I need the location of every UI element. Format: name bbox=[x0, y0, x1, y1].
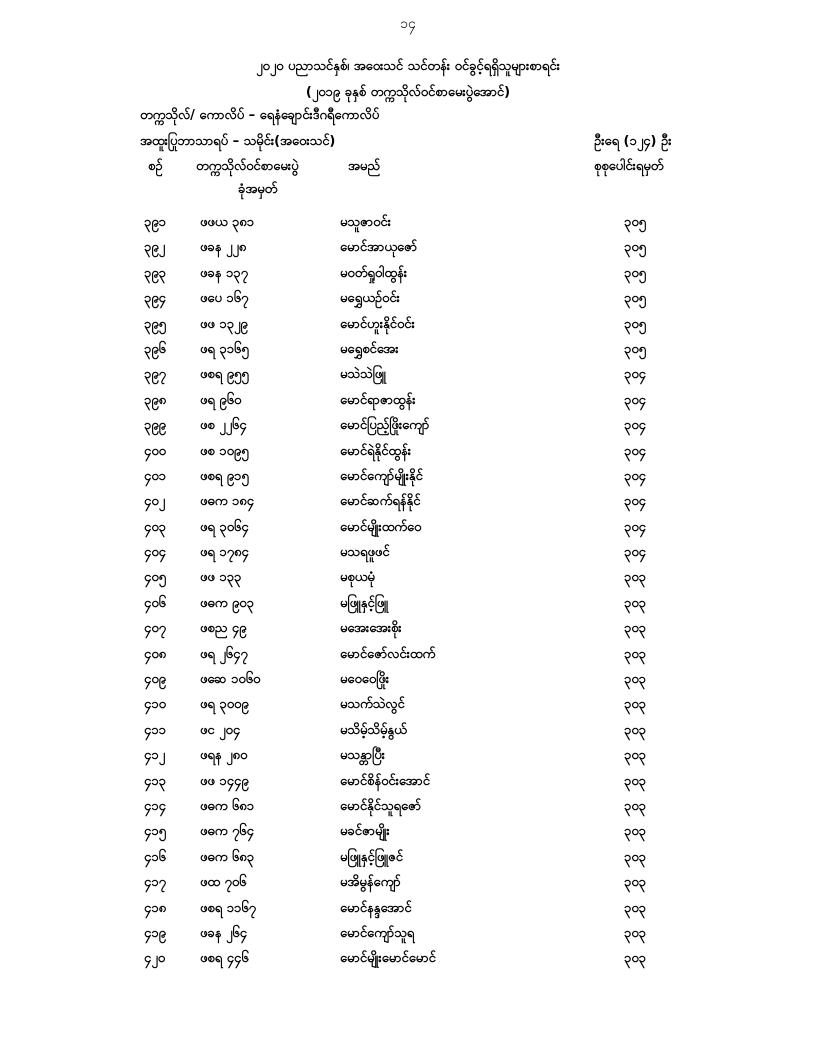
roll-number-cell: ဖခန ၂၂၈ bbox=[200, 240, 247, 256]
roll-number-cell: ဖစရ ၁၁၆၇ bbox=[200, 900, 256, 916]
document-subtitle: (၂၀၁၉ ခုနှစ် တက္ကသိုလ်ဝင်စာမေးပွဲအောင်) bbox=[305, 85, 511, 100]
table-row bbox=[0, 720, 816, 745]
roll-number-cell: ဖရ ၉၆၀ bbox=[200, 392, 242, 408]
name-cell: မသူဇာဝင်း bbox=[340, 215, 391, 230]
serial-no-cell: ၄၁၄ bbox=[144, 798, 166, 814]
table-row bbox=[0, 263, 816, 288]
serial-no-cell: ၄၀၁ bbox=[144, 468, 166, 484]
table-row bbox=[0, 390, 816, 415]
serial-no-cell: ၄၁၉ bbox=[144, 925, 166, 941]
serial-no-cell: ၃၉၂ bbox=[144, 240, 166, 256]
name-cell: မောင်ကျော်မျိုးနိုင် bbox=[340, 468, 423, 484]
document-title: ၂၀၂၀ ပညာသင်နှစ်၊ အဝေးသင် သင်တန်း ဝင်ခွင့်ရရှိသူများစာရင်း bbox=[256, 59, 560, 74]
table-row bbox=[0, 237, 816, 262]
total-marks-cell: ၃၀၃ bbox=[624, 646, 646, 662]
roll-number-cell: ဖစည ၄၉ bbox=[200, 621, 247, 637]
page-number: ၁၄ bbox=[400, 16, 416, 32]
table-row bbox=[0, 796, 816, 821]
name-cell: မဖြူနှင့်ဖြူဇင် bbox=[340, 849, 404, 865]
table-row bbox=[0, 441, 816, 466]
roll-number-cell: ဖရ ၃၀၀၉ bbox=[200, 697, 249, 713]
header-roll-number-line2: ခုံအမှတ် bbox=[238, 182, 278, 197]
table-row bbox=[0, 314, 816, 339]
roll-number-cell: ဖစရ ၉၁၅ bbox=[200, 468, 249, 484]
subject-line: အထူးပြုဘာသာရပ် – သမိုင်း(အဝေးသင်) bbox=[140, 134, 336, 149]
table-row bbox=[0, 212, 816, 237]
total-marks-cell: ၃၀၅ bbox=[624, 240, 646, 256]
roll-number-cell: ဖဖ ၁၄၄၉ bbox=[200, 773, 249, 789]
table-row bbox=[0, 415, 816, 440]
name-cell: မောင်စိန်ဝင်းအောင် bbox=[340, 773, 430, 789]
total-marks-cell: ၃၀၄ bbox=[624, 494, 646, 510]
roll-number-cell: ဖဓက ၆၈၁ bbox=[200, 798, 255, 814]
serial-no-cell: ၄၁၀ bbox=[144, 697, 166, 713]
name-cell: မရွှေယဉ်ဝင်း bbox=[340, 291, 400, 307]
serial-no-cell: ၃၉၃ bbox=[144, 265, 166, 281]
serial-no-cell: ၄၀၂ bbox=[144, 494, 166, 510]
student-table bbox=[0, 212, 816, 974]
name-cell: မဝေဝေဖြိုး bbox=[340, 672, 390, 688]
total-marks-cell: ၃၀၄ bbox=[624, 468, 646, 484]
roll-number-cell: ဖဓက ၉၀၃ bbox=[200, 595, 254, 611]
header-serial-no: စဉ် bbox=[148, 159, 163, 174]
header-roll-number: တက္ကသိုလ်ဝင်စာမေးပွဲ bbox=[196, 159, 299, 174]
serial-no-cell: ၄၀၃ bbox=[144, 519, 166, 535]
name-cell: မသန္တာပြီး bbox=[340, 748, 385, 764]
total-marks-cell: ၃၀၃ bbox=[624, 748, 646, 764]
total-marks-cell: ၃၀၅ bbox=[624, 291, 646, 307]
name-cell: မသိမ့်သိမ့်နွယ် bbox=[340, 722, 407, 738]
serial-no-cell: ၄၁၅ bbox=[144, 824, 166, 840]
name-cell: မရွှေစင်အေး bbox=[340, 341, 399, 357]
name-cell: မဖြူနှင့်ဖြူ bbox=[340, 595, 389, 611]
serial-no-cell: ၃၉၇ bbox=[144, 367, 166, 383]
table-row bbox=[0, 618, 816, 643]
header-name: အမည် bbox=[348, 159, 380, 174]
roll-number-cell: ဖဖယ ၃၈၁ bbox=[200, 215, 255, 230]
table-row bbox=[0, 288, 816, 313]
table-row bbox=[0, 771, 816, 796]
roll-number-cell: ဖဖ ၁၃၃ bbox=[200, 570, 242, 586]
name-cell: မောင်နန္ဒအောင် bbox=[340, 900, 412, 916]
name-cell: မခင်ဇာမျိုး bbox=[340, 824, 390, 840]
serial-no-cell: ၃၉၆ bbox=[144, 341, 166, 357]
serial-no-cell: ၄၀၅ bbox=[144, 570, 166, 586]
total-marks-cell: ၃၀၄ bbox=[624, 545, 646, 561]
name-cell: မအေးအေးစိုး bbox=[340, 621, 402, 637]
serial-no-cell: ၃၉၁ bbox=[144, 215, 166, 230]
total-marks-cell: ၃၀၃ bbox=[624, 697, 646, 713]
total-marks-cell: ၃၀၃ bbox=[624, 798, 646, 814]
table-row bbox=[0, 517, 816, 542]
table-row bbox=[0, 872, 816, 897]
name-cell: မစုယမုံ bbox=[340, 570, 375, 586]
name-cell: မောင်မျိုးထက်ဝေ bbox=[340, 519, 422, 535]
roll-number-cell: ဖရ ၂၆၄၇ bbox=[200, 646, 248, 662]
serial-no-cell: ၄၀၉ bbox=[144, 672, 166, 688]
roll-number-cell: ဖဓက ၆၈၃ bbox=[200, 849, 255, 865]
serial-no-cell: ၃၉၄ bbox=[144, 291, 166, 307]
table-row bbox=[0, 821, 816, 846]
table-row bbox=[0, 745, 816, 770]
name-cell: မသက်သဲလွင် bbox=[340, 697, 405, 713]
total-marks-cell: ၃၀၃ bbox=[624, 824, 646, 840]
total-marks-cell: ၃၀၃ bbox=[624, 951, 646, 967]
total-marks-cell: ၃၀၅ bbox=[624, 265, 646, 281]
name-cell: မောင်ရဲနိုင်ထွန်း bbox=[340, 443, 412, 459]
serial-no-cell: ၄၁၂ bbox=[144, 748, 166, 764]
serial-no-cell: ၄၂၀ bbox=[144, 951, 166, 967]
name-cell: မောင်ဟူးနိုင်ဝင်း bbox=[340, 316, 415, 332]
serial-no-cell: ၄၀၈ bbox=[144, 646, 167, 662]
serial-no-cell: ၃၉၉ bbox=[144, 418, 166, 434]
total-marks-cell: ၃၀၄ bbox=[624, 519, 646, 535]
serial-no-cell: ၄၁၈ bbox=[144, 900, 167, 916]
header-total-marks: စုစုပေါင်းရမှတ် bbox=[594, 159, 664, 174]
table-row bbox=[0, 593, 816, 618]
name-cell: မောင်ဇော်လင်းထက် bbox=[340, 646, 436, 662]
roll-number-cell: ဖရန ၂၈၀ bbox=[200, 748, 248, 764]
table-row bbox=[0, 644, 816, 669]
total-marks-cell: ၃၀၃ bbox=[624, 875, 646, 891]
total-marks-cell: ၃၀၅ bbox=[624, 316, 646, 332]
table-row bbox=[0, 491, 816, 516]
name-cell: မဝတ်ရှုဝါထွန်း bbox=[340, 265, 407, 281]
total-marks-cell: ၃၀၄ bbox=[624, 367, 646, 383]
table-row bbox=[0, 364, 816, 389]
roll-number-cell: ဖစရ ၉၅၅ bbox=[200, 367, 249, 383]
table-row bbox=[0, 669, 816, 694]
total-marks-cell: ၃၀၄ bbox=[624, 443, 646, 459]
serial-no-cell: ၄၀၆ bbox=[144, 595, 166, 611]
roll-number-cell: ဖဖ ၁၃၂၉ bbox=[200, 316, 248, 332]
roll-number-cell: ဖဓက ၁၈၄ bbox=[200, 494, 255, 510]
total-marks-cell: ၃၀၅ bbox=[624, 215, 646, 230]
roll-number-cell: ဖဆေ ၁၀၆၀ bbox=[200, 672, 261, 688]
serial-no-cell: ၄၁၇ bbox=[144, 875, 166, 891]
serial-no-cell: ၃၉၈ bbox=[144, 392, 167, 408]
roll-number-cell: ဖခန ၁၃၇ bbox=[200, 265, 248, 281]
serial-no-cell: ၄၀၇ bbox=[144, 621, 166, 637]
roll-number-cell: ဖဓက ၇၆၄ bbox=[200, 824, 254, 840]
name-cell: မသရဖူဖင် bbox=[340, 545, 390, 561]
university-line: တက္ကသိုလ်/ ကောလိပ် – ရေနံချောင်းဒီဂရီကောလိပ် bbox=[140, 108, 380, 123]
roll-number-cell: ဖရ ၃၁၆၅ bbox=[200, 341, 249, 357]
serial-no-cell: ၄၀၀ bbox=[144, 443, 166, 459]
roll-number-cell: ဖရ ၁၇၈၄ bbox=[200, 545, 249, 561]
total-marks-cell: ၃၀၃ bbox=[624, 722, 646, 738]
roll-number-cell: ဖခန ၂၆၄ bbox=[200, 925, 248, 941]
table-row bbox=[0, 339, 816, 364]
total-marks-cell: ၃၀၄ bbox=[624, 392, 646, 408]
serial-no-cell: ၄၀၄ bbox=[144, 545, 166, 561]
name-cell: မောင်အာယုဇော် bbox=[340, 240, 418, 256]
roll-number-cell: ဖစရ ၄၄၆ bbox=[200, 951, 249, 967]
roll-number-cell: ဖစ ၁၀၉၅ bbox=[200, 443, 249, 459]
total-marks-cell: ၃၀၃ bbox=[624, 570, 646, 586]
table-row bbox=[0, 542, 816, 567]
student-count: ဦးရေ (၁၂၄) ဦး bbox=[594, 134, 672, 149]
serial-no-cell: ၄၁၆ bbox=[144, 849, 166, 865]
total-marks-cell: ၃၀၃ bbox=[624, 925, 646, 941]
total-marks-cell: ၃၀၃ bbox=[624, 849, 646, 865]
name-cell: မောင်ဆက်ရန်နိုင် bbox=[340, 494, 421, 510]
roll-number-cell: ဖစ ၂၂၆၄ bbox=[200, 418, 247, 434]
name-cell: မအိမွန်ကျော် bbox=[340, 875, 401, 891]
name-cell: မောင်နိုင်သူရဇော် bbox=[340, 798, 422, 814]
roll-number-cell: ဖထ ၇၀၆ bbox=[200, 875, 247, 891]
roll-number-cell: ဖရ ၃၀၆၄ bbox=[200, 519, 249, 535]
total-marks-cell: ၃၀၃ bbox=[624, 672, 646, 688]
total-marks-cell: ၃၀၃ bbox=[624, 900, 646, 916]
name-cell: မောင်ရာဇာထွန်း bbox=[340, 392, 416, 408]
total-marks-cell: ၃၀၃ bbox=[624, 621, 646, 637]
serial-no-cell: ၄၁၁ bbox=[144, 722, 166, 738]
total-marks-cell: ၃၀၃ bbox=[624, 595, 646, 611]
table-row bbox=[0, 847, 816, 872]
total-marks-cell: ၃၀၅ bbox=[624, 341, 646, 357]
name-cell: မောင်ပြည့်ဖြိုးကျော် bbox=[340, 418, 430, 434]
total-marks-cell: ၃၀၄ bbox=[624, 418, 646, 434]
total-marks-cell: ၃၀၃ bbox=[624, 773, 646, 789]
name-cell: မသဲသဲဖြူ bbox=[340, 367, 386, 383]
serial-no-cell: ၃၉၅ bbox=[144, 316, 166, 332]
table-row bbox=[0, 466, 816, 491]
name-cell: မောင်မျိုးမောင်မောင် bbox=[340, 951, 436, 967]
name-cell: မောင်ကျော်သူရ bbox=[340, 925, 415, 941]
table-row bbox=[0, 923, 816, 948]
table-row bbox=[0, 567, 816, 592]
table-row bbox=[0, 898, 816, 923]
roll-number-cell: ဖင ၂၀၄ bbox=[200, 722, 241, 738]
roll-number-cell: ဖပေ ၁၆၇ bbox=[200, 291, 249, 307]
serial-no-cell: ၄၁၃ bbox=[144, 773, 166, 789]
table-row bbox=[0, 694, 816, 719]
table-row bbox=[0, 948, 816, 973]
